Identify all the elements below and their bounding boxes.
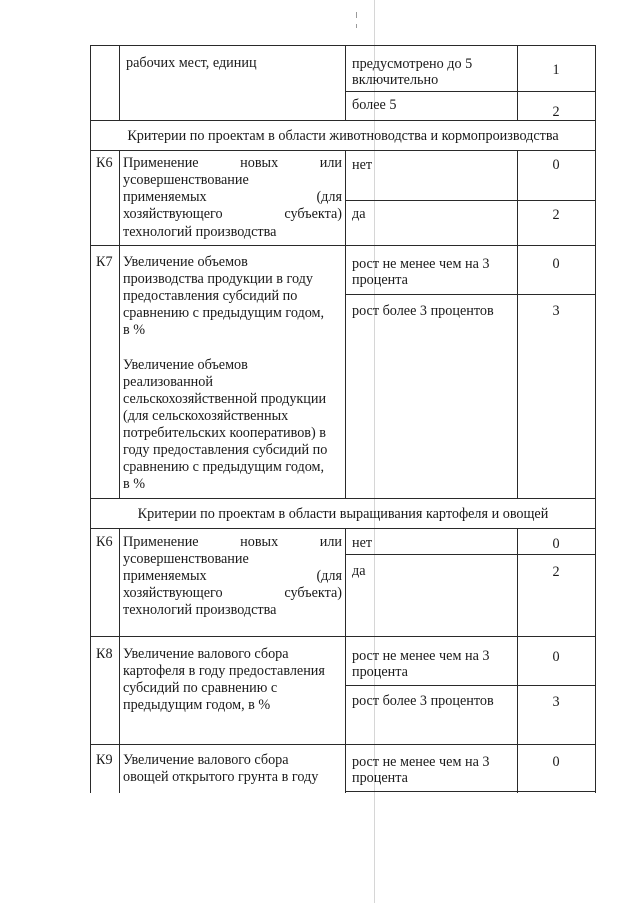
criterion-text: применяемых (для [123,189,342,205]
score-value: 0 [552,536,560,552]
table-border [345,294,596,295]
score-value: 2 [552,207,560,223]
score-value: 0 [552,754,560,770]
criterion-text: хозяйствующего субъекта) [123,585,342,601]
table-border [90,150,596,151]
table-border [345,45,346,120]
table-border [119,45,120,120]
criterion-text: Увеличение объемов [123,357,248,373]
criterion-text: усовершенствование [123,551,249,567]
table-border [119,150,120,498]
criterion-text: в % [123,476,146,492]
score-value: 1 [552,62,560,78]
score-value: 0 [552,157,560,173]
condition-text: процента [352,272,408,288]
section-header: Критерии по проектам в области животноводства и кормопроизводства [127,128,559,144]
section-header: Критерии по проектам в области выращивания картофеля и овощей [137,506,549,522]
table-border [345,791,596,792]
criterion-code: К6 [96,534,113,550]
criterion-text: потребительских кооперативов) в [123,425,326,441]
criterion-text: году предоставления субсидий по [123,442,328,458]
table-border [517,150,518,498]
criterion-text: технологий производства [123,224,277,240]
criterion-text: Применение новых или [123,155,342,171]
condition-text: рост не менее чем на 3 [352,648,490,664]
criterion-text: в % [123,322,146,338]
condition-text: рост более 3 процентов [352,303,494,319]
table-border [90,245,596,246]
score-value: 2 [552,104,560,120]
criterion-text: хозяйствующего субъекта) [123,206,342,222]
criterion-text: Увеличение валового сбора [123,646,289,662]
criterion-text: реализованной [123,374,213,390]
score-value: 3 [552,303,560,319]
criterion-text: Увеличение валового сбора [123,752,289,768]
table-border [90,45,91,793]
criterion-code: К8 [96,646,113,662]
criterion-text: овощей открытого грунта в году [123,769,319,785]
criterion-text: усовершенствование [123,172,249,188]
criterion-text: Применение новых или [123,534,342,550]
scan-speck [356,12,357,18]
condition-text: рост не менее чем на 3 [352,754,490,770]
table-border [345,528,346,793]
table-border [90,744,596,745]
condition-text: предусмотрено до 5 [352,56,473,72]
condition-text: более 5 [352,97,397,113]
score-value: 0 [552,256,560,272]
condition-text: нет [352,535,373,551]
criterion-code: К6 [96,155,113,171]
table-border [345,554,596,555]
criterion-text: производства продукции в году [123,271,313,287]
table-border [345,200,596,201]
condition-text: да [352,563,366,579]
condition-text: процента [352,770,408,786]
table-border [90,528,596,529]
criterion-code: К9 [96,752,113,768]
table-border [345,91,596,92]
condition-text: рост более 3 процентов [352,693,494,709]
criterion-text: применяемых (для [123,568,342,584]
criterion-text: предоставления субсидий по [123,288,298,304]
table-border [345,150,346,498]
score-value: 3 [552,694,560,710]
criterion-text: картофеля в году предоставления [123,663,325,679]
criterion-text: рабочих мест, единиц [126,55,257,71]
criterion-text: (для сельскохозяйственных [123,408,289,424]
condition-text: процента [352,664,408,680]
table-border [119,528,120,793]
criterion-code: К7 [96,254,113,270]
table-border [90,636,596,637]
criterion-text: субсидий по сравнению с [123,680,278,696]
criterion-text: технологий производства [123,602,277,618]
score-value: 0 [552,649,560,665]
score-value: 2 [552,564,560,580]
condition-text: включительно [352,72,439,88]
condition-text: нет [352,157,373,173]
criterion-text: сельскохозяйственной продукции [123,391,327,407]
table-border [90,498,596,499]
criterion-text: сравнению с предыдущим годом, [123,459,325,475]
scan-speck [356,24,357,28]
table-border [345,685,596,686]
condition-text: да [352,206,366,222]
table-border [90,45,596,46]
criterion-text: предыдущим годом, в % [123,697,271,713]
criterion-text: Увеличение объемов [123,254,248,270]
criterion-text: сравнению с предыдущим годом, [123,305,325,321]
condition-text: рост не менее чем на 3 [352,256,490,272]
